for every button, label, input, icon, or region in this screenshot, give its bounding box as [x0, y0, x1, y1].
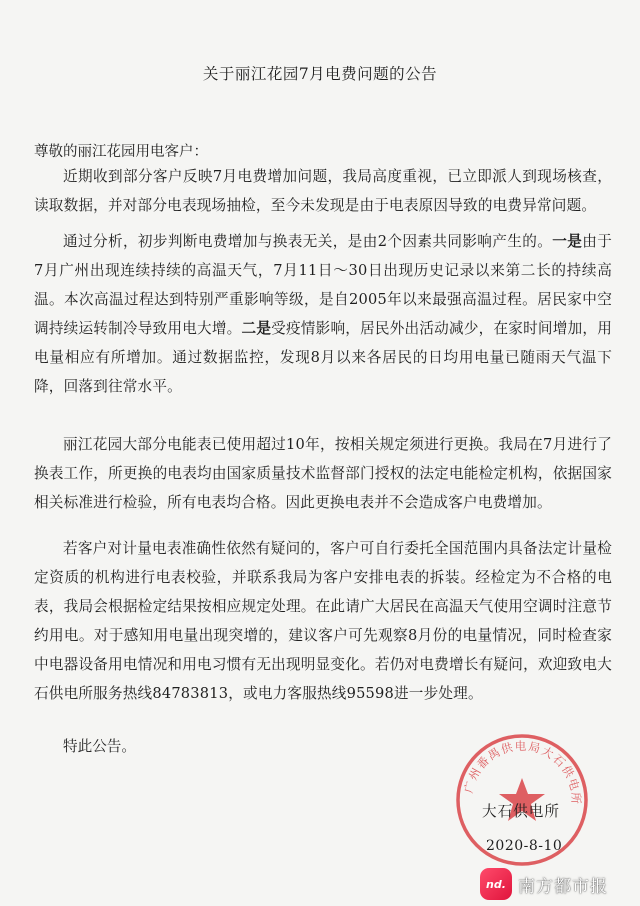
- closing-line: 特此公告。: [63, 738, 136, 755]
- paragraph-2: [34, 227, 612, 401]
- paragraph-1: 近期收到部分客户反映7月电费增加问题，我局高度重视，已立即派人到现场核查，读取数据，并对部分电表现场抽检，至今未发现是由于电表原因导致的电费异常问题。: [34, 168, 612, 214]
- paragraph-4: 若客户对计量电表准确性依然有疑问的，客户可自行委托全国范围内具备法定计量检定资质的机构进行电表校验，并联系我局为客户安排电表的拆装。经检定为不合格的电表，我局会根据检定结果按相应规定处理。在此请广大居民在高温天气使用空调时注意节约用电。对于感知用电量出现突增的，建议客户可先观察8月份的电量情况，同时检查家中电器设备用电情况和用电习惯有无出现明显变化。若仍对电费增长有疑问，欢迎致电大石供电所服务热线84783813，或电力客服热线95598进一步处理。: [34, 540, 612, 702]
- issue-date: 2020-8-10: [486, 838, 563, 854]
- publisher-watermark: [480, 866, 608, 902]
- reason-one-marker: 一是: [552, 233, 583, 250]
- salutation: 尊敬的丽江花园用电客户：: [34, 144, 208, 160]
- nd-logo-icon: nd.: [480, 868, 512, 900]
- paragraph-2-intro: 通过分析，初步判断电费增加与换表无关，是由2个因素共同影响产生的。: [63, 233, 553, 250]
- seal-ring-text: 广州番禺供电局大石供电所: [461, 738, 584, 806]
- issuing-organization: 大石供电所: [482, 803, 560, 820]
- watermark-text: 南方都市报: [518, 876, 608, 897]
- reason-one-text: 由于7月广州出现连续持续的高温天气，7月11日～30日出现历史记录以来第二长的持续高温。本次高温过程达到特别严重影响等级，是自2005年以来最强高温过程。居民家中空调持续运转制冷导致用电大增。: [34, 233, 612, 337]
- paragraph-3: 丽江花园大部分电能表已使用超过10年，按相关规定须进行更换。我局在7月进行了换表工作，所更换的电表均由国家质量技术监督部门授权的法定电能检定机构，依据国家相关标准进行检验，所有电表均合格。因此更换电表并不会造成客户电费增加。: [34, 436, 612, 511]
- reason-two-marker: 二是: [241, 320, 272, 337]
- page-title: 关于丽江花园7月电费问题的公告: [202, 65, 438, 83]
- reason-two-text: 受疫情影响，居民外出活动减少，在家时间增加，用电量相应有所增加。通过数据监控，发现8月以来各居民的日均用电量已随雨天气温下降，回落到往常水平。: [34, 320, 613, 395]
